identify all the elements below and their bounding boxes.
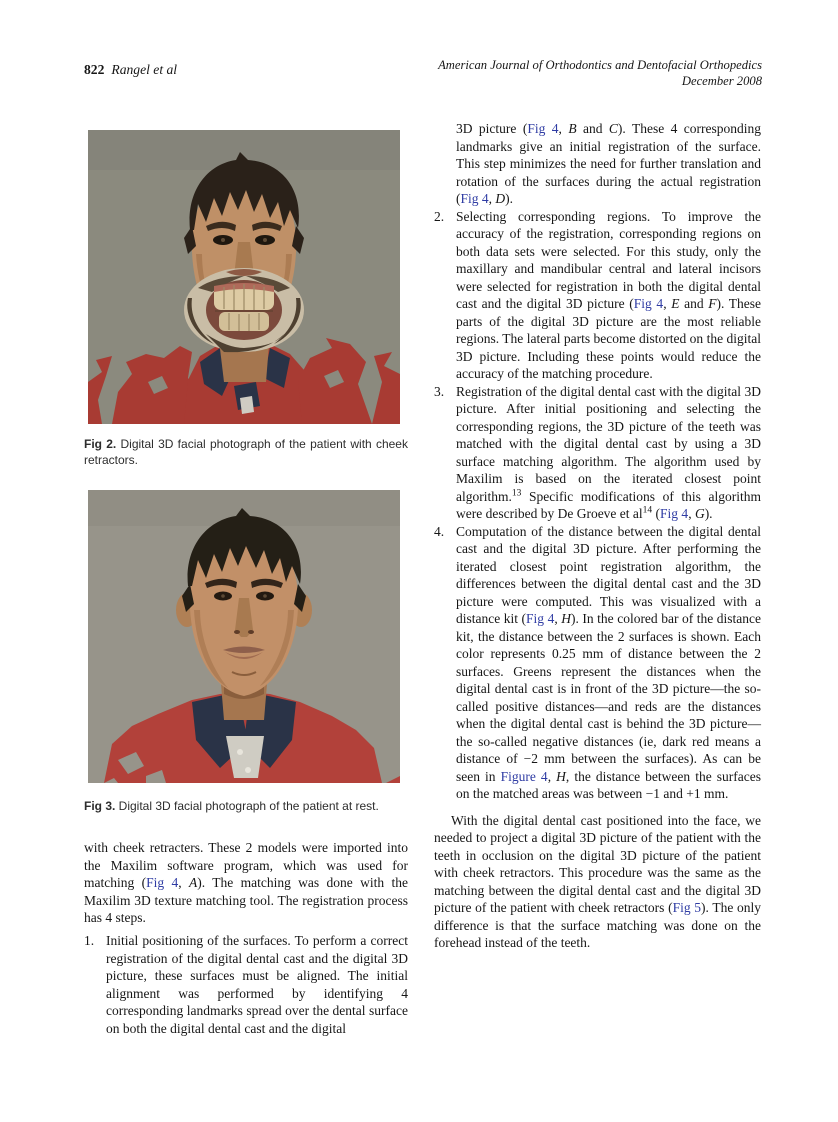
text-run: Computation of the distance between the digital dental cast and the digital 3D picture. After performing the iterated closest point registration algorithm, the differences between the digital dental cast and the 3D picture were computed. This was visualized with a distance kit (: [456, 523, 761, 626]
figure-ref-link[interactable]: Fig 4: [527, 121, 559, 136]
fig2-3d-photo-illustration: [88, 130, 400, 424]
numbered-step-1: [84, 932, 408, 1037]
text-run: ,: [558, 121, 569, 136]
fig2-3d-photo-retractors: [88, 130, 400, 424]
figure-ref-link[interactable]: Fig 4: [633, 296, 664, 311]
issue-date: December 2008: [681, 73, 762, 88]
running-head-authors: Rangel et al: [111, 62, 178, 77]
figure-panel-letter: B: [568, 121, 577, 136]
text-run: ).: [704, 506, 713, 521]
figure-panel-letter: H: [556, 768, 566, 784]
step-text: [106, 932, 408, 1037]
numbered-step-2: [434, 208, 761, 383]
figure-panel-letter: A: [188, 875, 198, 890]
reference-superscript: 14: [642, 505, 653, 516]
fig3-3d-photo-illustration: [88, 490, 400, 783]
registration-steps-list-left: [84, 932, 408, 1037]
text-run: Registration of the digital dental cast with the digital 3D picture. After initial positioning and selecting the corresponding regions, the 3D picture of the teeth was matched with the digital dental cast by using a 3D surface matching algorithm. The algorithm used by Maxilim is based on the iterated closest point algorithm.: [456, 383, 761, 504]
caption-label: Fig 2.: [84, 437, 117, 451]
fig3-caption: [84, 799, 408, 815]
figure-ref-link[interactable]: Fig 4: [526, 611, 555, 626]
text-run: ,: [663, 296, 672, 311]
text-run: Initial positioning of the surfaces. To perform a correct registration of the digital dental cast and the digital 3D picture, these surfaces must be aligned. The initial alignment was performed by identifying 4 corresponding landmarks spread over the dental surface on both the digital dental cast and the digital: [106, 933, 408, 1036]
text-run: ).: [505, 191, 514, 206]
text-run: With the digital dental cast positioned into the face, we needed to project a digital 3D picture of the patient with the teeth in occlusion on the digital 3D picture of the patient with cheek retractors. This procedure was the same as the matching between the digital dental cast and the digital 3D picture of the patient with cheek retractors (: [434, 812, 761, 915]
text-run: Digital 3D facial photograph of the patient with cheek retractors.: [84, 437, 408, 467]
closing-paragraph: [434, 812, 761, 952]
fig2-caption: [84, 437, 408, 468]
figure-ref-link[interactable]: Fig 4: [660, 506, 689, 521]
figure-panel-letter: F: [708, 296, 717, 311]
text-run: (: [652, 506, 661, 521]
figure-ref-link[interactable]: Fig 4: [146, 875, 179, 890]
text-run: and: [576, 121, 609, 136]
running-head-right: [438, 58, 762, 89]
text-run: Specific modifications of this algorithm were described by De Groeve et al: [456, 488, 761, 521]
figure-panel-letter: C: [608, 121, 618, 136]
text-run: ,: [178, 875, 189, 890]
figure-ref-link[interactable]: Fig 5: [672, 900, 702, 915]
step-number: 3.: [434, 383, 445, 399]
text-run: with cheek retracters. These 2 models were imported into the Maxilim software program, which was used for matching (: [84, 840, 408, 890]
step-text: [456, 523, 761, 803]
text-run: 3D picture (: [456, 121, 528, 136]
reference-superscript: 13: [511, 488, 522, 498]
running-head-left: [84, 62, 177, 78]
journal-name: American Journal of Orthodontics and Dentofacial Orthopedics: [438, 58, 762, 72]
numbered-step-4: [434, 523, 761, 803]
text-run: ). The only difference is that the surface matching was done on the forehead instead of the teeth.: [434, 900, 761, 950]
registration-steps-list-right: [434, 208, 761, 803]
text-run: , the distance between the surfaces on the matched areas was between −1 and +1 mm.: [456, 768, 762, 801]
body-paragraph-matching: [84, 839, 408, 927]
step1-continuation: [434, 120, 761, 208]
text-run: and: [679, 296, 709, 311]
step-text: [456, 383, 761, 523]
text-run: ). In the colored bar of the distance kit, the distance between the 2 surfaces is shown. Each color represents 0.25 mm of distance between the 2 surfaces. Greens represent the distances when the digital dental cast is in front of the 3D picture—the so-called positive distances—and reds are the distances when the digital dental cast is behind the 3D picture—the so-called negative distances (ie, dark red means a distance of −2 mm between the surfaces). As can be seen in: [456, 611, 762, 784]
text-run: ). The matching was done with the Maxilim 3D texture matching tool. The registration process has 4 steps.: [84, 875, 409, 925]
right-column: [434, 120, 761, 952]
figure-ref-link[interactable]: Fig 4: [460, 191, 489, 206]
figure-panel-letter: D: [495, 191, 506, 206]
caption-label: Fig 3.: [84, 799, 116, 813]
page-number: 822: [84, 62, 105, 77]
figure-ref-link[interactable]: Figure 4: [500, 768, 548, 784]
figure-panel-letter: E: [671, 296, 680, 311]
step-text: [456, 208, 761, 383]
text-run: ). These parts of the digital 3D picture are the most reliable regions. The lateral parts become distorted on the digital 3D picture. Including these points would reduce the accuracy of the matching procedure.: [456, 296, 761, 381]
fig3-3d-photo-rest: [88, 490, 400, 783]
text-run: ,: [488, 191, 496, 206]
step-number: 2.: [434, 208, 445, 224]
text-run: ). These 4 corresponding landmarks give an initial registration of the surface. This step minimizes the need for further translation and rotation of the surfaces during the actual registration (: [456, 121, 762, 206]
figure-panel-letter: G: [694, 506, 705, 521]
text-run: ,: [547, 768, 557, 784]
figure-panel-letter: H: [561, 611, 571, 626]
text-run: Digital 3D facial photograph of the patient at rest.: [115, 799, 379, 813]
step-number: 4.: [434, 523, 445, 539]
numbered-step-3: [434, 383, 761, 523]
text-run: ,: [688, 506, 695, 521]
text-run: ,: [554, 611, 562, 626]
text-run: Selecting corresponding regions. To improve the accuracy of the registration, corresponding regions on both data sets were selected. For this study, only the maxillary and mandibular central and lateral incisors were selected for registration in both the digital dental cast and the digital 3D picture (: [456, 208, 761, 311]
step-number: 1.: [84, 933, 95, 948]
